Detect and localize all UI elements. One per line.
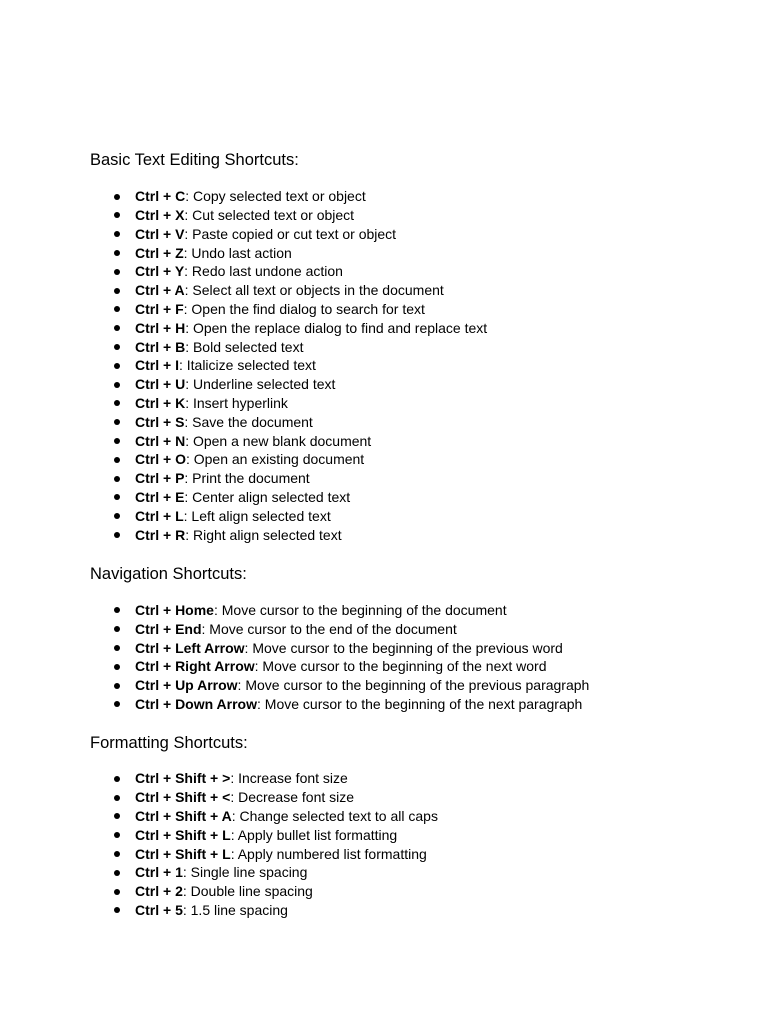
bullet-icon (114, 645, 120, 651)
bullet-icon (114, 457, 120, 463)
bullet-icon (114, 231, 120, 237)
shortcut-key: Ctrl + B (135, 338, 186, 355)
bullet-icon (114, 438, 120, 444)
section-heading-formatting: Formatting Shortcuts: (90, 734, 248, 752)
shortcut-key: Ctrl + Shift + L (135, 845, 231, 862)
shortcut-description: : Decrease font size (230, 789, 355, 806)
shortcut-key: Ctrl + N (135, 432, 186, 449)
shortcut-description: : Apply bullet list formatting (230, 826, 398, 843)
shortcut-description: : 1.5 line spacing (182, 901, 288, 918)
shortcut-description: : Open the replace dialog to find and replace text (185, 319, 488, 336)
bullet-icon (114, 870, 120, 876)
shortcut-description: : Insert hyperlink (185, 394, 288, 411)
bullet-icon (114, 325, 120, 331)
shortcut-description: : Select all text or objects in the document (184, 282, 444, 299)
shortcut-description: : Redo last undone action (184, 263, 343, 280)
shortcut-key: Ctrl + Left Arrow (135, 639, 245, 656)
shortcut-key: Ctrl + Right Arrow (135, 658, 255, 675)
bullet-icon (114, 212, 120, 218)
shortcut-key: Ctrl + C (135, 188, 186, 205)
shortcut-description: : Apply numbered list formatting (230, 845, 427, 862)
shortcut-description: : Double line spacing (182, 883, 313, 900)
shortcut-key: Ctrl + L (135, 507, 184, 524)
shortcut-key: Ctrl + K (135, 394, 186, 411)
shortcut-key: Ctrl + P (135, 470, 185, 487)
shortcut-key: Ctrl + Up Arrow (135, 677, 238, 694)
shortcut-key: Ctrl + F (135, 300, 184, 317)
bullet-icon (114, 889, 120, 895)
bullet-icon (114, 795, 120, 801)
shortcut-key: Ctrl + H (135, 319, 186, 336)
bullet-icon (114, 813, 120, 819)
shortcut-description: : Open an existing document (185, 451, 365, 468)
shortcut-description: : Right align selected text (185, 526, 342, 543)
shortcut-description: : Bold selected text (185, 338, 304, 355)
shortcut-description: : Copy selected text or object (185, 188, 366, 205)
shortcut-key: Ctrl + R (135, 526, 186, 543)
bullet-icon (114, 476, 120, 482)
bullet-icon (114, 664, 120, 670)
bullet-icon (114, 907, 120, 913)
bullet-icon (114, 494, 120, 500)
bullet-icon (114, 419, 120, 425)
shortcut-key: Ctrl + S (135, 413, 185, 430)
shortcut-key: Ctrl + I (135, 357, 179, 374)
shortcut-key: Ctrl + Shift + < (135, 789, 231, 806)
section-heading-basic-text-editing: Basic Text Editing Shortcuts: (90, 151, 299, 169)
shortcut-description: : Move cursor to the beginning of the next paragraph (257, 695, 583, 712)
bullet-icon (114, 344, 120, 350)
bullet-icon (114, 513, 120, 519)
shortcut-description: : Paste copied or cut text or object (184, 225, 397, 242)
bullet-icon (114, 194, 120, 200)
shortcut-key: Ctrl + Shift + L (135, 826, 231, 843)
bullet-icon (114, 701, 120, 707)
bullet-icon (114, 607, 120, 613)
shortcut-description: : Change selected text to all caps (231, 807, 438, 824)
shortcut-key: Ctrl + 1 (135, 864, 183, 881)
shortcut-description: : Open a new blank document (185, 432, 372, 449)
bullet-icon (114, 400, 120, 406)
shortcut-description: : Left align selected text (183, 507, 331, 524)
bullet-icon (114, 776, 120, 782)
bullet-icon (114, 832, 120, 838)
bullet-icon (114, 363, 120, 369)
shortcut-key: Ctrl + E (135, 488, 185, 505)
shortcut-key: Ctrl + V (135, 225, 185, 242)
bullet-icon (114, 288, 120, 294)
shortcut-key: Ctrl + Home (135, 602, 214, 618)
bullet-icon (114, 532, 120, 538)
bullet-icon (114, 683, 120, 689)
bullet-icon (114, 851, 120, 857)
bullet-icon (114, 269, 120, 275)
shortcut-key: Ctrl + Y (135, 263, 185, 280)
shortcut-description: : Undo last action (183, 244, 292, 261)
shortcut-description: : Move cursor to the beginning of the document (213, 602, 507, 618)
shortcut-description: : Underline selected text (185, 376, 336, 393)
bullet-icon (114, 306, 120, 312)
shortcut-description: : Move cursor to the end of the document (201, 620, 457, 637)
shortcut-key: Ctrl + End (135, 620, 202, 637)
bullet-icon (114, 250, 120, 256)
shortcut-description: : Center align selected text (184, 488, 351, 505)
shortcut-key: Ctrl + Shift + A (135, 807, 232, 824)
shortcut-description: : Single line spacing (182, 864, 308, 881)
section-heading-navigation: Navigation Shortcuts: (90, 565, 247, 583)
shortcut-key: Ctrl + U (135, 376, 186, 393)
shortcut-description: : Increase font size (230, 770, 348, 787)
shortcut-key: Ctrl + 2 (135, 883, 183, 900)
bullet-icon (114, 382, 120, 388)
shortcut-key: Ctrl + A (135, 282, 185, 299)
shortcut-key: Ctrl + Z (135, 244, 184, 261)
shortcut-key: Ctrl + O (135, 451, 186, 468)
shortcut-description: : Save the document (184, 413, 313, 430)
shortcut-description: : Italicize selected text (178, 357, 316, 374)
shortcut-description: : Move cursor to the beginning of the previous paragraph (237, 677, 590, 694)
bullet-icon (114, 626, 120, 632)
shortcut-key: Ctrl + Down Arrow (135, 695, 257, 712)
shortcut-key: Ctrl + X (135, 206, 185, 223)
shortcut-description: : Print the document (184, 470, 310, 487)
shortcut-key: Ctrl + Shift + > (135, 770, 231, 787)
shortcut-description: : Move cursor to the beginning of the previous word (244, 639, 563, 656)
shortcut-description: : Open the find dialog to search for text (183, 300, 425, 317)
shortcut-description: : Cut selected text or object (184, 206, 355, 223)
shortcut-key: Ctrl + 5 (135, 901, 183, 918)
shortcut-description: : Move cursor to the beginning of the next word (254, 658, 547, 675)
